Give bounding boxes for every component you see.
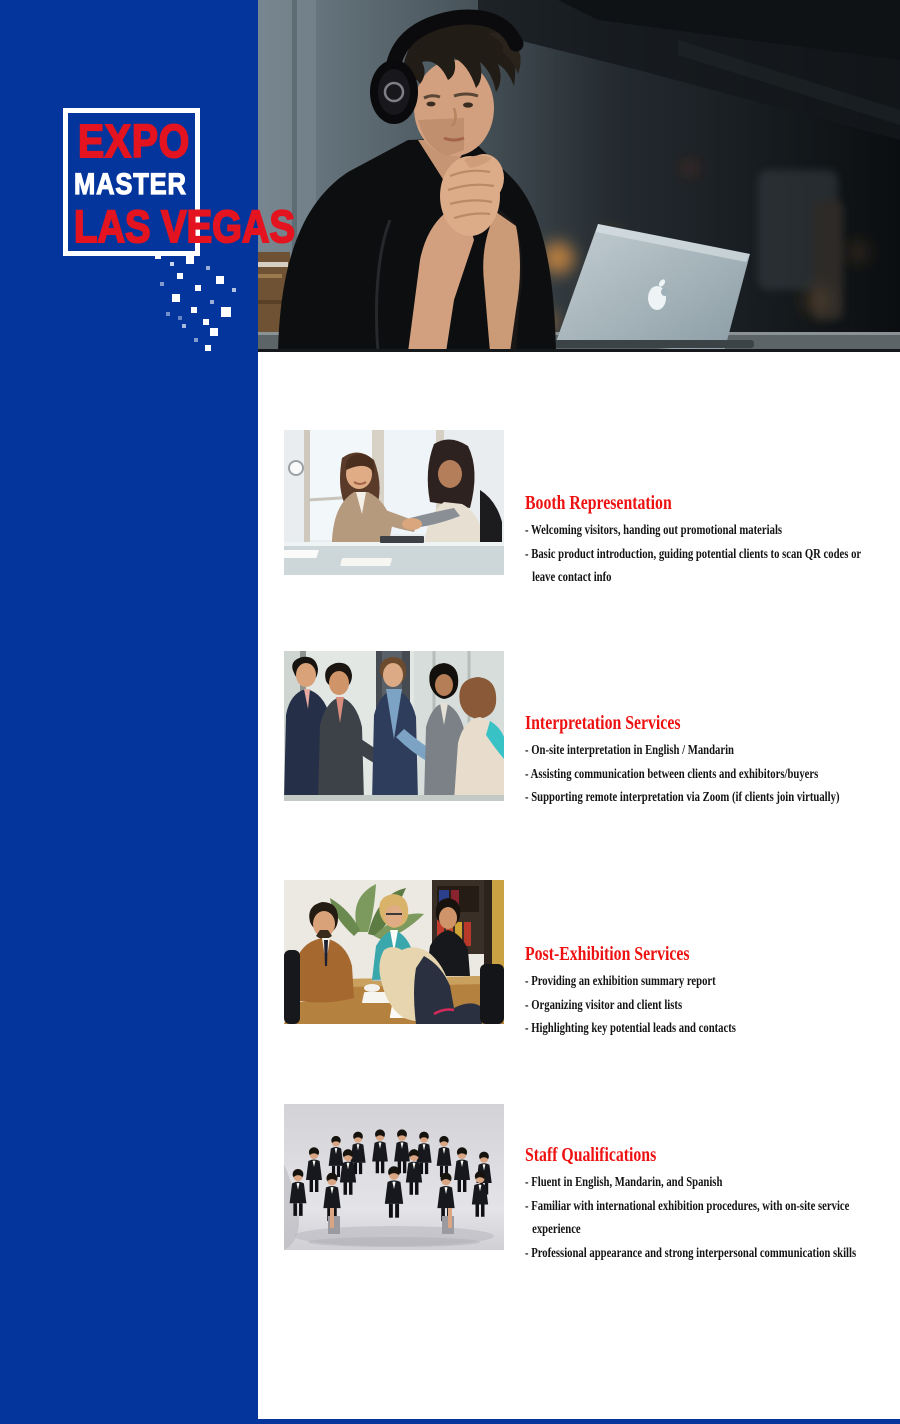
bullet-line: - On-site interpretation in English / Mandarin	[525, 742, 734, 757]
logo-text-las-vegas: LAS VEGAS	[74, 201, 296, 252]
section-staff-qualifications	[525, 1144, 896, 1264]
bullet-line: - Providing an exhibition summary report	[525, 973, 716, 988]
logo-text-expo: EXPO	[78, 115, 191, 167]
section-post-exhibition-services	[525, 943, 896, 1040]
bullet-line: - Basic product introduction, guiding potential clients to scan QR codes or	[525, 545, 862, 561]
photo-booth-representation	[284, 430, 504, 575]
bullet-line: - Professional appearance and strong interpersonal communication skills	[525, 1244, 857, 1260]
section-title: Interpretation Services	[525, 712, 681, 734]
bullet-line: experience	[532, 1221, 581, 1236]
bullet-line: - Highlighting key potential leads and contacts	[525, 1020, 736, 1035]
section-title: Booth Representation	[525, 492, 672, 514]
bullet-line: - Fluent in English, Mandarin, and Spanish	[525, 1174, 723, 1189]
section-title: Post-Exhibition Services	[525, 943, 690, 965]
footer-blue-bar	[0, 1419, 900, 1424]
section-booth-representation	[525, 492, 896, 589]
bullet-line: - Welcoming visitors, handing out promotional materials	[525, 522, 783, 537]
bullet-line: - Organizing visitor and client lists	[525, 996, 683, 1012]
bullet-line: leave contact info	[532, 569, 612, 584]
hero-illustration	[258, 0, 900, 352]
section-interpretation-services	[525, 712, 896, 809]
sidebar-blue-panel	[0, 0, 296, 1424]
bullet-line: - Familiar with international exhibition procedures, with on-site service	[525, 1197, 850, 1213]
section-title: Staff Qualifications	[525, 1144, 657, 1166]
photo-staff-team	[284, 1104, 504, 1250]
logo-text-master: MASTER	[74, 168, 187, 201]
hero-image	[258, 0, 900, 352]
pixel-dust-decoration	[148, 252, 152, 256]
bullet-line: - Assisting communication between clients and exhibitors/buyers	[525, 765, 819, 781]
photo-post-exhibition-services	[284, 880, 504, 1024]
photo-interpretation-services	[284, 651, 504, 801]
bullet-line: - Supporting remote interpretation via Zoom (if clients join virtually)	[525, 789, 840, 804]
